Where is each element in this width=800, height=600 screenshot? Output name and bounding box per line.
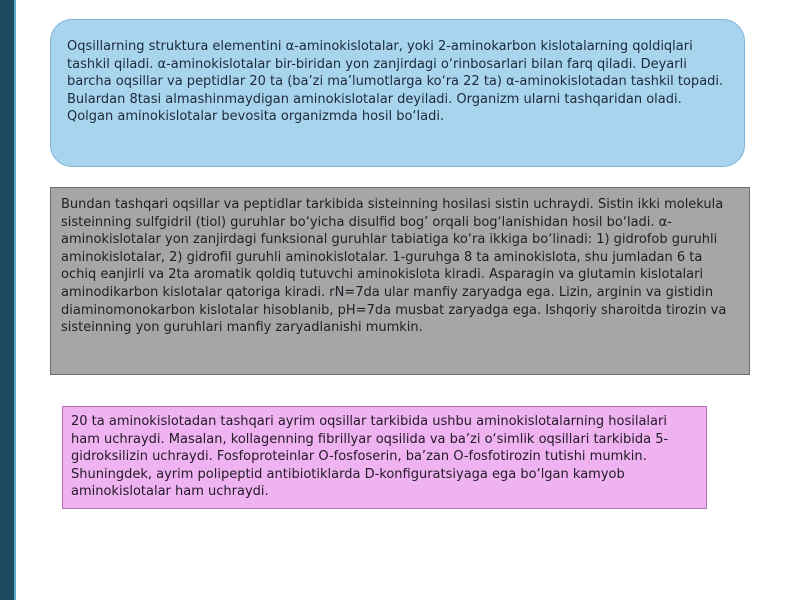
text-box-cystine-groups (50, 187, 750, 375)
slide-sidebar-bar (0, 0, 14, 600)
paragraph-derivatives: 20 ta aminokislotadan tashqari ayrim oqsillar tarkibida ushbu aminokislotalarning hosilalari ham uchraydi. Masalan, kollagenning fibrillyar oqsilida va ba’zi o‘simlik oqsillari tarkibida 5-gidroksilizin uchraydi. Fosfoproteinlar O-fosfoserin, ba’zan O-fosfotirozin tutishi mumkin. Shuningdek, ayrim polipeptid antibiotiklarda D-konfiguratsiyaga ega bo‘lgan kamyob aminokislotalar ham uchraydi. (71, 414, 669, 500)
paragraph-amino-acids-intro: Oqsillarning struktura elementini α-aminokislotalar, yoki 2-aminokarbon kislotalarning qoldiqlari tashkil qiladi. α-aminokislotalar bir-biridan yon zanjirdagi o‘rinbosarlari bilan farq qiladi. Deyarli barcha oqsillar va peptidlar 20 ta (ba’zi ma’lumotlarga ko‘ra 22 ta) α-aminokislotadan tashkil topadi. Bulardan 8tasi almashinmaydigan aminokislotalar deyiladi. Organizm ularni tashqaridan oladi. Qolgan aminokislotalar bevosita organizmda hosil bo‘ladi. (67, 39, 724, 125)
text-box-derivatives (62, 406, 707, 509)
paragraph-cystine-groups: Bundan tashqari oqsillar va peptidlar tarkibida sisteinning hosilasi sistin uchraydi. Sistin ikki molekula sisteinning sulfgidril (tiol) guruhlar bo‘yicha disulfid bog’ orqali bog‘lanishidan hosil bo‘ladi. α-aminokislotalar yon zanjirdagi funksional guruhlar tabiatiga ko‘ra ikkiga bo‘linadi: 1) gidrofob guruhli aminokislotalar, 2) gidrofil guruhli aminokislotalar. 1-guruhga 8 ta aminokislota, shu jumladan 6 ta ochiq eanjirli va 2ta aromatik qoldiq tutuvchi aminokislota kiradi. Asparagin va glutamin kislotalari aminodikarbon kislotalar qatoriga kiradi. rN=7da ular manfiy zaryadga ega. Lizin, arginin va gistidin diaminomonokarbon kislotalar hisoblanib, pH=7da musbat zaryadga ega. Ishqoriy sharoitda tirozin va sisteinning yon guruhlari manfiy zaryadlanishi mumkin. (61, 197, 727, 336)
slide-sidebar-accent (14, 0, 16, 600)
text-box-amino-acids-intro (50, 19, 745, 167)
